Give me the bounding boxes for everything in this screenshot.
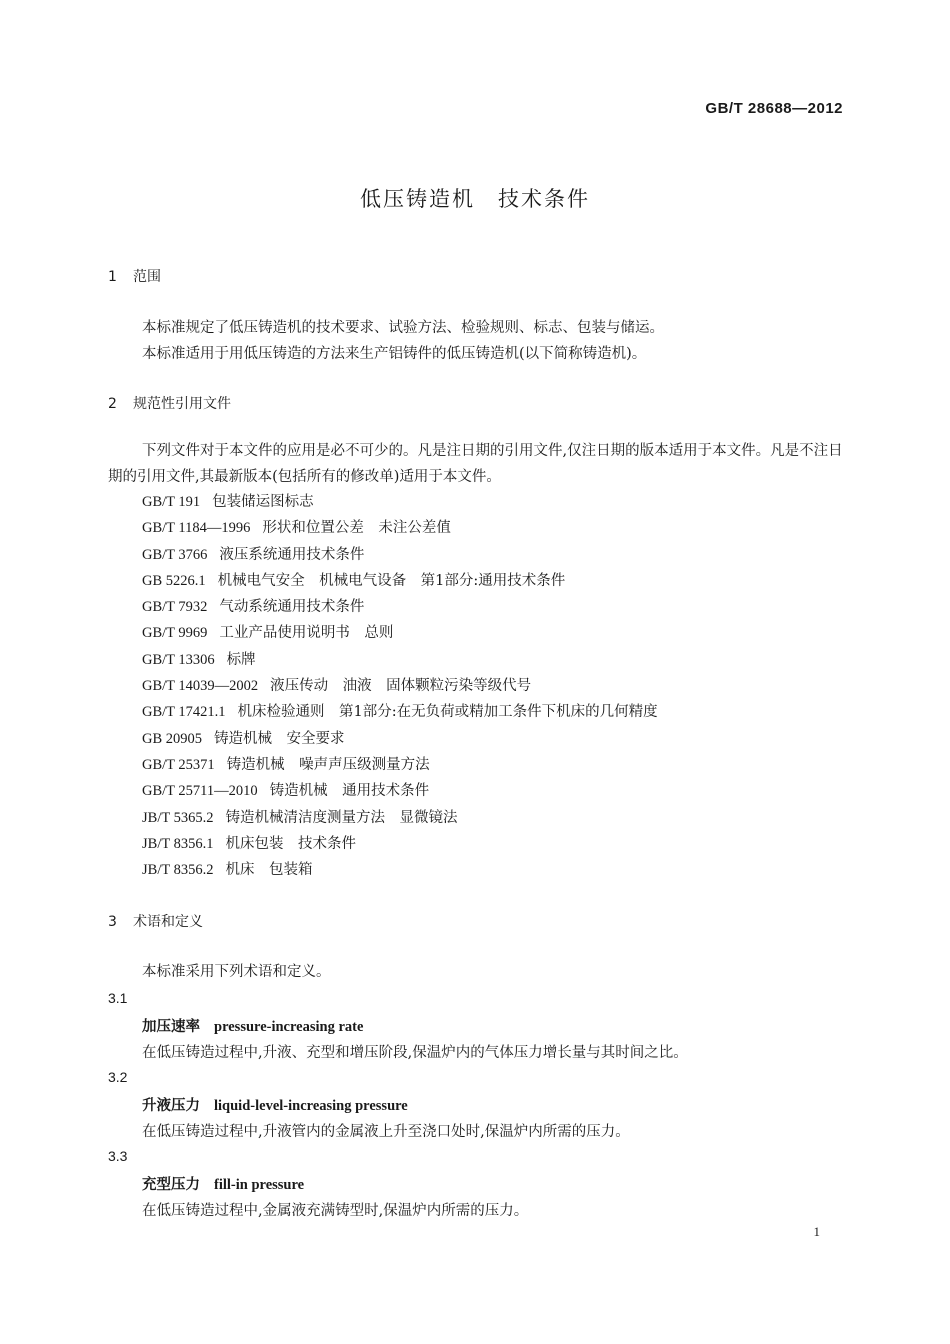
- section-heading-terms: [108, 911, 203, 931]
- references-intro: [108, 438, 844, 490]
- reference-title: 标牌: [226, 651, 256, 668]
- term-number: 3.3: [108, 1148, 128, 1164]
- reference-title: 液压传动 油液 固体颗粒污染等级代号: [270, 678, 532, 695]
- term-name-en: pressure-increasing rate: [214, 1019, 364, 1035]
- section-number: 2: [108, 396, 117, 412]
- references-intro-text: 下列文件对于本文件的应用是必不可少的。凡是注日期的引用文件,仅注日期的版本适用于本文件。凡是不注日期的引用文件,其最新版本(包括所有的修改单)适用于本文件。: [108, 443, 843, 485]
- reference-item: [142, 489, 658, 515]
- term-definition: 在低压铸造过程中,升液管内的金属液上升至浇口处时,保温炉内所需的压力。: [142, 1124, 630, 1140]
- reference-code: GB 5226.1: [142, 572, 206, 589]
- section-heading-scope: [108, 266, 161, 286]
- reference-code: GB/T 9969: [142, 625, 208, 642]
- reference-title: 机械电气安全 机械电气设备 第1部分:通用技术条件: [217, 572, 566, 589]
- reference-code: GB/T 25371: [142, 756, 215, 773]
- reference-item: [142, 620, 658, 646]
- reference-title: 液压系统通用技术条件: [219, 546, 365, 563]
- reference-title: 机床检验通则 第1部分:在无负荷或精加工条件下机床的几何精度: [237, 704, 658, 721]
- reference-code: GB/T 25711—2010: [142, 783, 258, 800]
- term-name-zh: 升液压力: [142, 1098, 200, 1114]
- term-name-en: fill-in pressure: [214, 1177, 305, 1193]
- reference-code: GB/T 14039—2002: [142, 678, 259, 695]
- term-number: 3.1: [108, 990, 128, 1006]
- reference-code: JB/T 8356.1: [142, 835, 214, 852]
- reference-item: [142, 647, 658, 673]
- page-title: 低压铸造机 技术条件: [360, 187, 590, 211]
- reference-title: 铸造机械 噪声声压级测量方法: [226, 756, 430, 773]
- section-title: 范围: [133, 269, 161, 285]
- reference-title: 铸造机械 通用技术条件: [269, 783, 430, 800]
- reference-item: [142, 857, 658, 883]
- reference-item: [142, 726, 658, 752]
- term-name-zh: 加压速率: [142, 1019, 200, 1035]
- section-title: 术语和定义: [133, 914, 203, 930]
- reference-code: GB 20905: [142, 730, 203, 747]
- section-number: 3: [108, 914, 117, 930]
- page-number: 1: [813, 1224, 820, 1239]
- reference-title: 形状和位置公差 未注公差值: [262, 520, 451, 537]
- term-definition: 在低压铸造过程中,金属液充满铸型时,保温炉内所需的压力。: [142, 1203, 529, 1219]
- reference-item: [142, 699, 658, 725]
- references-list: [142, 489, 658, 883]
- reference-title: 工业产品使用说明书 总则: [219, 625, 394, 642]
- reference-title: 铸造机械清洁度测量方法 显微镜法: [225, 809, 458, 826]
- reference-code: GB/T 13306: [142, 651, 215, 668]
- reference-title: 机床包装 技术条件: [225, 835, 356, 852]
- reference-code: GB/T 191: [142, 494, 201, 510]
- reference-code: GB/T 3766: [142, 546, 208, 563]
- reference-title: 包装储运图标志: [212, 494, 314, 510]
- term-definition: 在低压铸造过程中,升液、充型和增压阶段,保温炉内的气体压力增长量与其时间之比。: [142, 1045, 688, 1061]
- scope-paragraph-1: 本标准规定了低压铸造机的技术要求、试验方法、检验规则、标志、包装与储运。: [142, 320, 664, 336]
- reference-code: JB/T 5365.2: [142, 809, 214, 826]
- document-code: GB/T 28688—2012: [705, 100, 843, 117]
- reference-code: JB/T 8356.2: [142, 862, 214, 879]
- term-name: [142, 1094, 408, 1115]
- reference-item: [142, 778, 658, 804]
- section-number: 1: [108, 269, 117, 285]
- term-name: [142, 1173, 304, 1194]
- reference-item: [142, 673, 658, 699]
- reference-item: [142, 515, 658, 541]
- reference-title: 铸造机械 安全要求: [214, 730, 345, 747]
- term-name-zh: 充型压力: [142, 1177, 200, 1193]
- term-name-en: liquid-level-increasing pressure: [214, 1098, 408, 1114]
- section-heading-normative-references: [108, 393, 231, 413]
- terms-intro: 本标准采用下列术语和定义。: [142, 964, 331, 980]
- term-number: 3.2: [108, 1069, 128, 1085]
- reference-item: [142, 542, 658, 568]
- term-name: [142, 1015, 363, 1036]
- reference-item: [142, 568, 658, 594]
- reference-item: [142, 752, 658, 778]
- reference-item: [142, 594, 658, 620]
- reference-title: 机床 包装箱: [225, 862, 313, 879]
- reference-item: [142, 831, 658, 857]
- reference-code: GB/T 7932: [142, 599, 208, 616]
- reference-code: GB/T 17421.1: [142, 704, 226, 721]
- reference-title: 气动系统通用技术条件: [219, 599, 365, 616]
- section-title: 规范性引用文件: [133, 396, 231, 412]
- reference-item: [142, 805, 658, 831]
- reference-code: GB/T 1184—1996: [142, 520, 251, 537]
- scope-paragraph-2: 本标准适用于用低压铸造的方法来生产铝铸件的低压铸造机(以下简称铸造机)。: [142, 346, 647, 362]
